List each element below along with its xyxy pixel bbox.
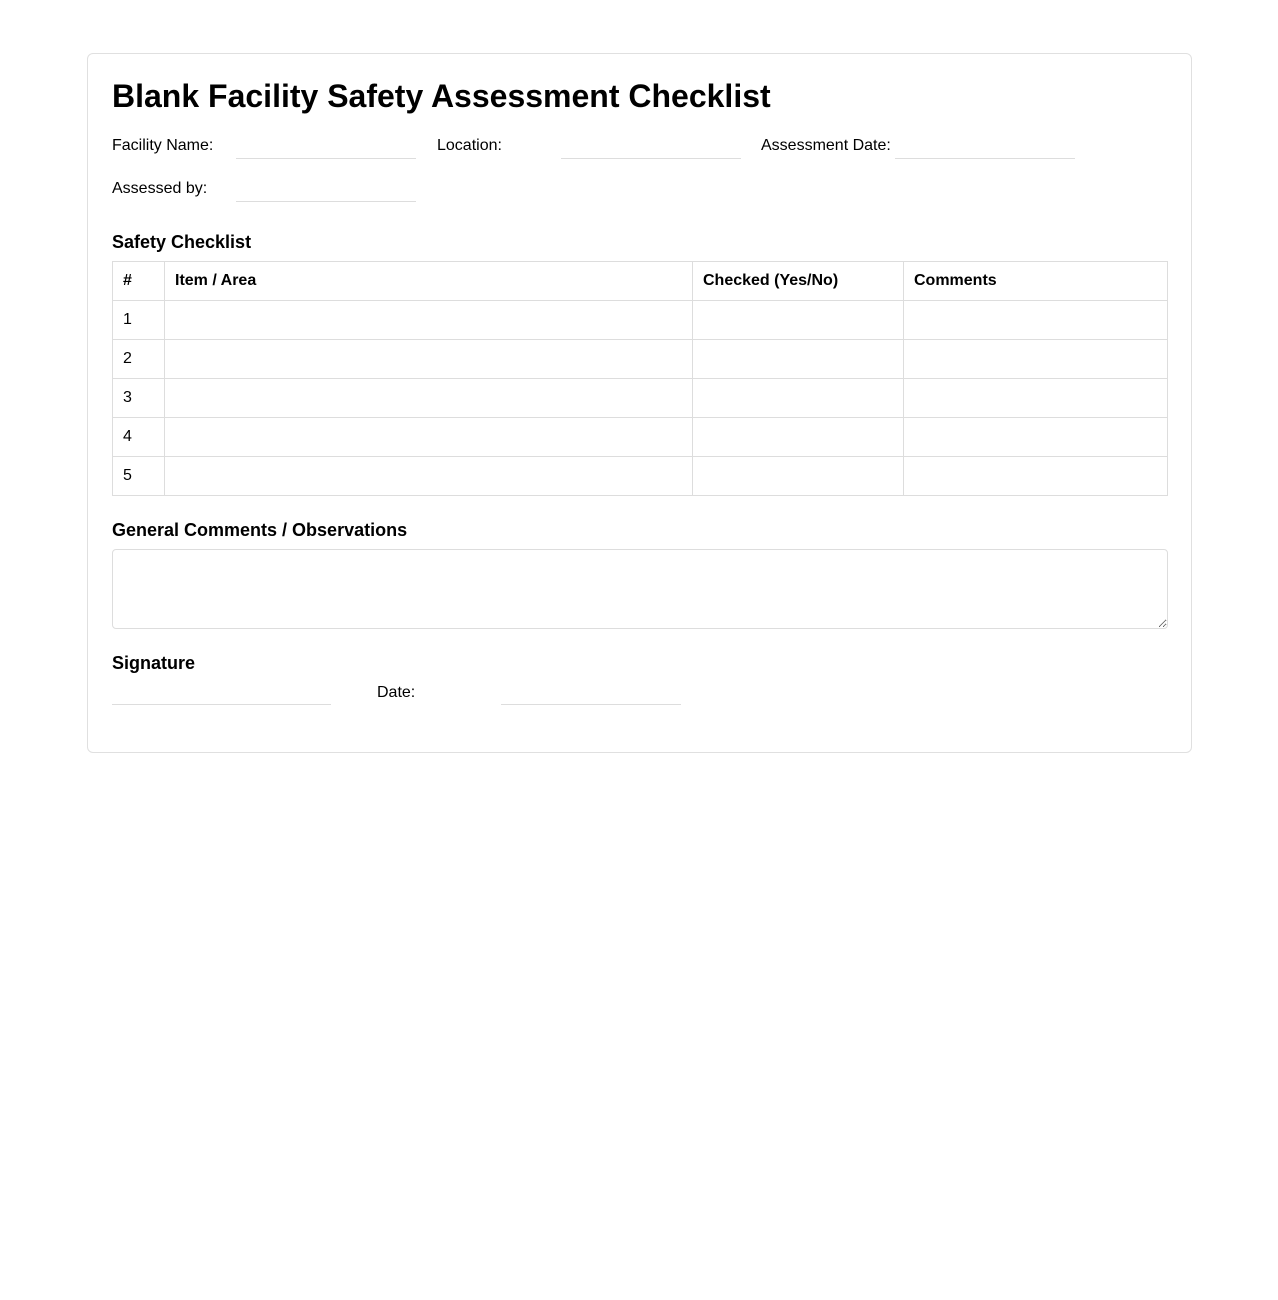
row-number: 2 <box>113 340 165 379</box>
facility-name-label: Facility Name: <box>112 137 214 154</box>
col-item-area: Item / Area <box>165 262 693 301</box>
signature-date-label: Date: <box>377 684 416 701</box>
col-number: # <box>113 262 165 301</box>
item-area-cell[interactable] <box>165 340 693 379</box>
checked-cell[interactable] <box>693 340 904 379</box>
item-area-cell[interactable] <box>165 418 693 457</box>
checklist-form <box>87 53 1192 753</box>
assessed-by-label: Assessed by: <box>112 180 208 197</box>
row-number: 5 <box>113 457 165 496</box>
checked-cell[interactable] <box>693 418 904 457</box>
table-row <box>113 418 1168 457</box>
comments-cell[interactable] <box>904 418 1168 457</box>
table-header-row <box>113 262 1168 301</box>
comments-cell[interactable] <box>904 379 1168 418</box>
comments-cell[interactable] <box>904 301 1168 340</box>
table-row <box>113 457 1168 496</box>
row-number: 4 <box>113 418 165 457</box>
safety-checklist-heading: Safety Checklist <box>112 232 252 252</box>
general-comments-heading: General Comments / Observations <box>112 520 408 540</box>
facility-name-input[interactable] <box>236 158 416 159</box>
item-area-cell[interactable] <box>165 379 693 418</box>
item-area-cell[interactable] <box>165 457 693 496</box>
page-title: Blank Facility Safety Assessment Checklist <box>112 78 771 114</box>
row-number: 1 <box>113 301 165 340</box>
row-number: 3 <box>113 379 165 418</box>
col-checked: Checked (Yes/No) <box>693 262 904 301</box>
checked-cell[interactable] <box>693 301 904 340</box>
comments-cell[interactable] <box>904 340 1168 379</box>
assessed-by-input[interactable] <box>236 201 416 202</box>
signature-date-input[interactable] <box>501 704 681 705</box>
table-row <box>113 379 1168 418</box>
checked-cell[interactable] <box>693 457 904 496</box>
item-area-cell[interactable] <box>165 301 693 340</box>
general-comments-textarea[interactable] <box>112 549 1168 629</box>
checked-cell[interactable] <box>693 379 904 418</box>
col-comments: Comments <box>904 262 1168 301</box>
checklist-table <box>112 261 1168 496</box>
assessment-date-label: Assessment Date: <box>761 137 891 154</box>
signature-input[interactable] <box>112 704 331 705</box>
signature-heading: Signature <box>112 653 196 673</box>
table-row <box>113 301 1168 340</box>
table-row <box>113 340 1168 379</box>
location-label: Location: <box>437 137 502 154</box>
comments-cell[interactable] <box>904 457 1168 496</box>
location-input[interactable] <box>561 158 741 159</box>
assessment-date-input[interactable] <box>895 158 1075 159</box>
